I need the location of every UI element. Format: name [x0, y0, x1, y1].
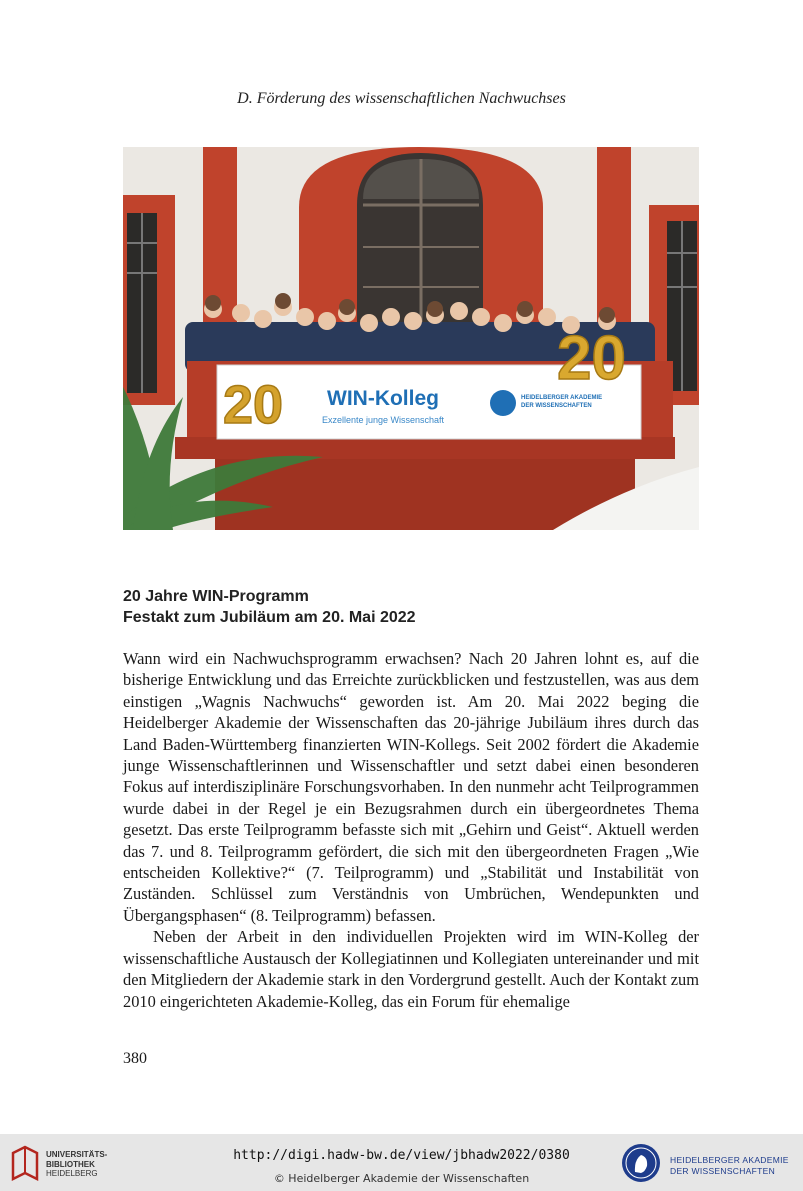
running-head: D. Förderung des wissenschaftlichen Nachwuchses	[237, 90, 566, 107]
footer-copyright: © Heidelberger Akademie der Wissenschaften	[273, 1172, 530, 1185]
banner-org-line2: DER WISSENSCHAFTEN	[521, 403, 592, 409]
hadw-logo-line1: HEIDELBERGER AKADEMIE	[670, 1155, 789, 1165]
ub-logo-line3: HEIDELBERG	[46, 1169, 98, 1178]
footer-bar	[0, 1134, 803, 1191]
banner-subtitle: Exzellente junge Wissenschaft	[321, 415, 445, 425]
section-title-line2: Festakt zum Jubiläum am 20. Mai 2022	[123, 609, 416, 626]
photo-win-kolleg-balcony	[123, 147, 699, 530]
ub-logo-line2: BIBLIOTHEK	[46, 1159, 95, 1169]
body-text	[123, 648, 699, 1012]
section-title-line1: 20 Jahre WIN-Programm	[123, 588, 309, 605]
footer-url-link[interactable]: http://digi.hadw-bw.de/view/jbhadw2022/0380	[233, 1148, 570, 1163]
photo-illustration	[123, 147, 699, 530]
banner-org-line1: HEIDELBERGER AKADEMIE	[521, 395, 603, 401]
hadw-logo-line2: DER WISSENSCHAFTEN	[670, 1165, 776, 1176]
ub-logo-line1: UNIVERSITÄTS-	[46, 1150, 108, 1159]
paragraph-1: Wann wird ein Nachwuchsprogramm erwachsen? Nach 20 Jahren lohnt es, auf die bisherige Entwicklung und das Erreichte zurückblicken und festzustellen, was aus dem einstigen „Wagnis Nachwuchs“ geworden ist. Am 20. Mai 2022 beging die Heidelberger Akademie der Wissenschaften das 20-jährige Jubiläum ihres durch das Land Baden-Württemberg finanzierten WIN-Kollegs. Seit 2002 fördert die Akademie junge Wissenschaftlerinnen und Wissenschaftler und setzt dabei einen besonderen Fokus auf interdisziplinäre Forschungsvorhaben. In den nunmehr acht Teilprogrammen wurde dabei in der Regel je ein Bezugsrahmen durch ein übergeordnetes Thema gesetzt. Das erste Teilprogramm befasste sich mit „Gehirn und Geist“. Aktuell werden das 7. und 8. Teilprogramm gefördert, die sich mit den übergeordneten Fragen „Wie entscheiden Kollektive?“ (7. Teilprogramm) und „Stabilität und Instabilität von Zuständen. Schlüssel zum Verständnis von Umbrüchen, Wendepunkten und Übergangsphasen“ (8. Teilprogramm) befassen.	[123, 649, 699, 925]
section-title	[123, 586, 699, 628]
balloon-20-right: 20	[557, 324, 626, 393]
page-number: 380	[123, 1050, 147, 1067]
balloon-20-left: 20	[223, 375, 284, 435]
paragraph-2: Neben der Arbeit in den individuellen Projekten wird im WIN-Kolleg der wissenschaftliche Austausch der Kollegiatinnen und Kollegiaten untereinander und mit den Mitgliedern der Akademie stark in den Vordergrund gestellt. Auch der Kontakt zum 2010 eingerichteten Akademie-Kolleg, das ein Forum für ehemalige	[123, 927, 699, 1011]
hadw-seal-icon	[620, 1142, 662, 1184]
banner-title: WIN-Kolleg	[327, 387, 439, 410]
hadw-logo[interactable]	[620, 1142, 800, 1184]
